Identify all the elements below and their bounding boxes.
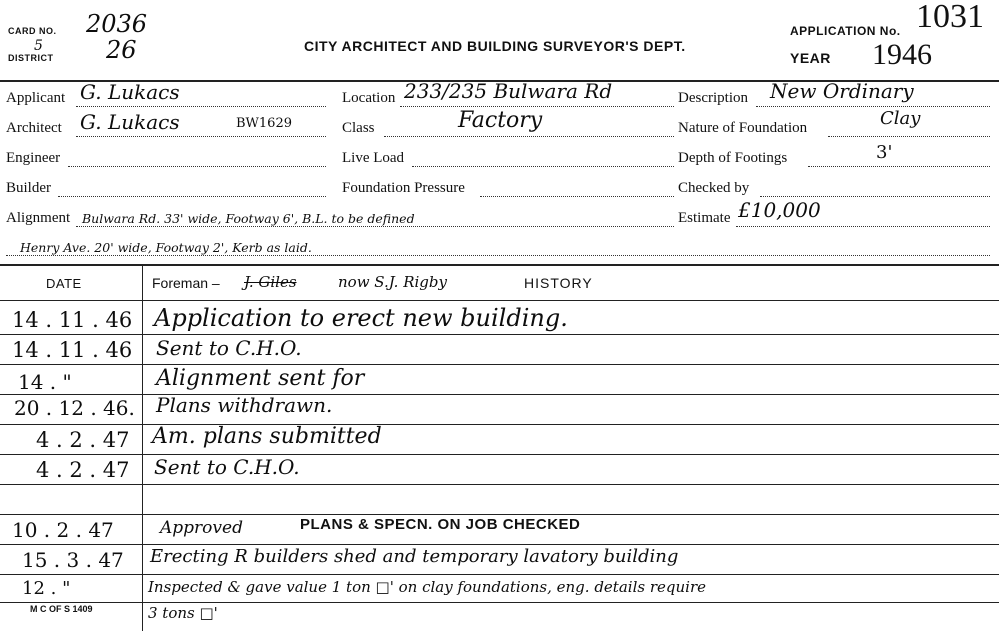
depth-line bbox=[808, 166, 990, 167]
row-rule bbox=[0, 424, 999, 425]
nature-line bbox=[828, 136, 990, 137]
foreman-new: now S.J. Rigby bbox=[338, 273, 447, 291]
row-rule bbox=[0, 514, 999, 515]
estimate-line bbox=[736, 226, 990, 227]
engineer-label: Engineer bbox=[6, 150, 61, 166]
row-rule bbox=[0, 484, 999, 485]
application-number: 1031 bbox=[916, 0, 984, 35]
depth-of-footings-label: Depth of Footings bbox=[678, 150, 788, 166]
applicant-line bbox=[76, 106, 326, 107]
live-load-label: Live Load bbox=[342, 150, 405, 166]
class-line bbox=[384, 136, 674, 137]
entry-date: 4 . 2 . 47 bbox=[36, 428, 130, 452]
history-header-rule bbox=[0, 300, 999, 301]
architect-label: Architect bbox=[6, 120, 62, 136]
location-label: Location bbox=[342, 90, 396, 106]
foundation-pressure-line bbox=[480, 196, 674, 197]
estimate-value: £10,000 bbox=[738, 198, 821, 222]
row-rule bbox=[0, 602, 999, 603]
foreman-old: J. Giles bbox=[244, 273, 297, 291]
entry-text: Am. plans submitted bbox=[152, 424, 382, 449]
entry-text: Sent to C.H.O. bbox=[156, 336, 302, 360]
entry-text: Approved bbox=[160, 518, 243, 538]
date-header: DATE bbox=[46, 276, 82, 291]
row-rule bbox=[0, 544, 999, 545]
architect-extra: BW1629 bbox=[236, 116, 292, 131]
alignment-line-2: Henry Ave. 20' wide, Footway 2', Kerb as laid. bbox=[20, 240, 312, 255]
entry-text: Alignment sent for bbox=[156, 366, 365, 391]
builder-line bbox=[58, 196, 326, 197]
applicant-value: G. Lukacs bbox=[80, 80, 180, 104]
history-top-rule bbox=[0, 264, 999, 266]
form-code: M C OF S 1409 bbox=[30, 604, 93, 614]
alignment-line-1-rule bbox=[76, 226, 674, 227]
live-load-line bbox=[412, 166, 674, 167]
location-value: 233/235 Bulwara Rd bbox=[404, 79, 613, 103]
description-line bbox=[756, 106, 990, 107]
entry-date: 14 . 11 . 46 bbox=[12, 338, 133, 362]
history-header: HISTORY bbox=[524, 275, 593, 291]
entry-text: Plans withdrawn. bbox=[156, 393, 333, 417]
card-no-label: CARD NO. bbox=[8, 26, 57, 36]
entry-text: Application to erect new building. bbox=[154, 304, 568, 332]
nature-of-foundation-label: Nature of Foundation bbox=[678, 120, 808, 136]
foreman-label: Foreman – bbox=[152, 275, 220, 291]
applicant-label: Applicant bbox=[6, 90, 66, 106]
architect-value: G. Lukacs bbox=[80, 110, 180, 134]
checked-by-label: Checked by bbox=[678, 180, 750, 196]
location-line bbox=[400, 106, 674, 107]
year-value: 1946 bbox=[872, 38, 932, 71]
architect-line bbox=[76, 136, 326, 137]
nature-of-foundation-value: Clay bbox=[880, 108, 921, 129]
entry-date: 12 . " bbox=[22, 578, 71, 599]
foundation-pressure-label: Foundation Pressure bbox=[342, 180, 465, 196]
entry-text: Inspected & gave value 1 ton □' on clay foundations, eng. details require bbox=[148, 578, 706, 596]
engineer-line bbox=[68, 166, 326, 167]
card-no-value: 2036 bbox=[86, 10, 148, 38]
row-rule bbox=[0, 454, 999, 455]
alignment-label: Alignment bbox=[6, 210, 71, 226]
application-label: APPLICATION No. bbox=[790, 24, 901, 38]
department-title: CITY ARCHITECT AND BUILDING SURVEYOR'S DEPT. bbox=[304, 38, 686, 54]
row-rule bbox=[0, 394, 999, 395]
row-rule bbox=[0, 334, 999, 335]
entry-text: 3 tons □' bbox=[148, 604, 218, 622]
description-value: New Ordinary bbox=[770, 79, 914, 103]
entry-date: 14 . 11 . 46 bbox=[12, 308, 133, 332]
entry-date: 10 . 2 . 47 bbox=[12, 518, 114, 542]
depth-of-footings-value: 3' bbox=[876, 142, 893, 163]
year-label: YEAR bbox=[790, 50, 831, 66]
entry-date: 14 . " bbox=[18, 370, 72, 394]
district-label: DISTRICT bbox=[8, 53, 54, 63]
estimate-label: Estimate bbox=[678, 210, 731, 226]
district-mark: 5 bbox=[34, 38, 43, 54]
row-rule bbox=[0, 574, 999, 575]
checked-by-line bbox=[760, 196, 990, 197]
entry-text: Sent to C.H.O. bbox=[154, 455, 300, 479]
entry-date: 4 . 2 . 47 bbox=[36, 458, 130, 482]
builder-label: Builder bbox=[6, 180, 51, 196]
date-column-divider bbox=[142, 265, 143, 631]
district-value: 26 bbox=[106, 36, 137, 64]
class-label: Class bbox=[342, 120, 375, 136]
entry-date: 15 . 3 . 47 bbox=[22, 548, 124, 572]
entry-date: 20 . 12 . 46. bbox=[14, 396, 135, 420]
entry-text: Erecting R builders shed and temporary lavatory building bbox=[150, 546, 679, 567]
description-label: Description bbox=[678, 90, 748, 106]
alignment-line-1: Bulwara Rd. 33' wide, Footway 6', B.L. to be defined bbox=[82, 211, 415, 226]
approval-stamp: PLANS & SPECN. ON JOB CHECKED bbox=[300, 516, 581, 533]
row-rule bbox=[0, 364, 999, 365]
class-value: Factory bbox=[458, 108, 543, 133]
alignment-line-2-rule bbox=[6, 255, 990, 256]
